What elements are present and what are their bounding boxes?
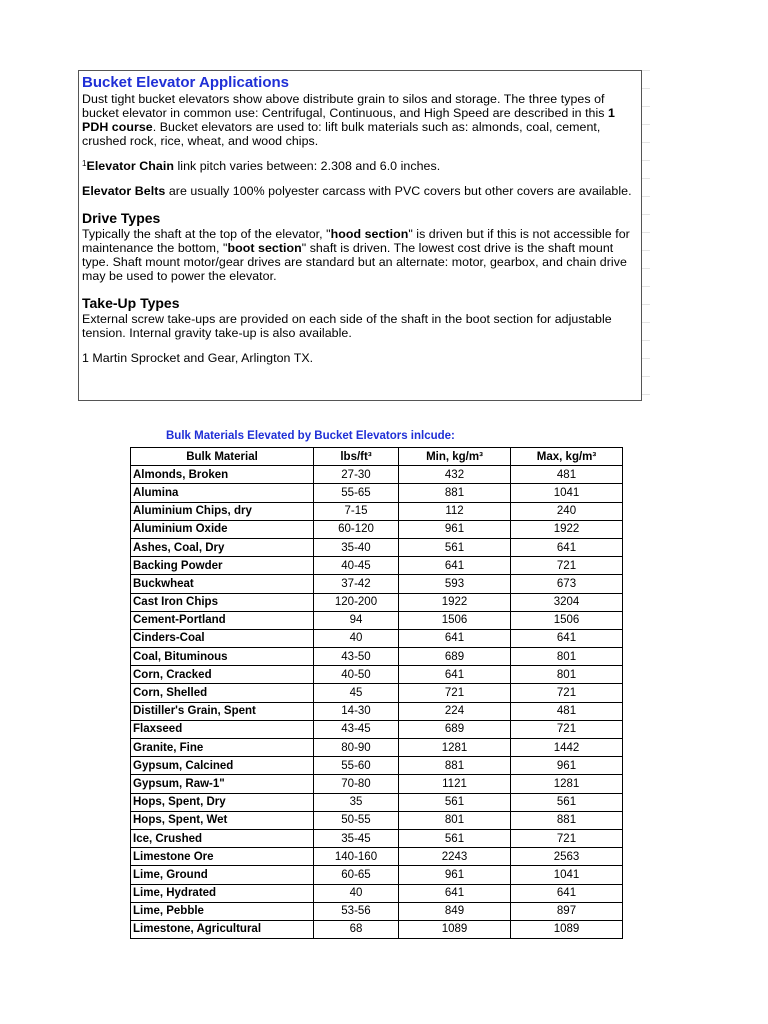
takeup-paragraph: External screw take-ups are provided on each side of the shaft in the boot section for adjustable tension. Internal gravity take-up is also available.: [82, 312, 612, 340]
min-kg-m3-cell: 641: [399, 884, 511, 902]
table-title: Bulk Materials Elevated by Bucket Elevators inlcude:: [166, 430, 455, 442]
table-row: [131, 557, 623, 575]
drive-text-part: " shaft is driven. The lowest cost drive is the shaft mount type. Shaft mount motor/gear drives are standard but an alternate: motor, gearbox, and chain drive may be used to power the elevator.: [82, 241, 627, 283]
min-kg-m3-cell: 881: [399, 484, 511, 502]
min-kg-m3-cell: 881: [399, 757, 511, 775]
table-row: [131, 811, 623, 829]
table-row: [131, 702, 623, 720]
table-row: [131, 575, 623, 593]
material-name-cell: Granite, Fine: [131, 739, 314, 757]
course-link-text: 1 PDH course: [82, 106, 615, 134]
max-kg-m3-cell: 897: [511, 902, 623, 920]
table-header-row: [131, 448, 623, 466]
chain-text: link pitch varies between: 2.308 and 6.0 inches.: [173, 159, 441, 173]
lbs-per-ft3-cell: 68: [314, 920, 399, 938]
material-name-cell: Buckwheat: [131, 575, 314, 593]
lbs-per-ft3-cell: 27-30: [314, 466, 399, 484]
column-header: lbs/ft³: [314, 448, 399, 466]
intro-text-part: . Bucket elevators are used to: lift bulk materials such as: almonds, coal, cement, crushed rock, rice, wheat, and wood chips.: [82, 120, 601, 148]
lbs-per-ft3-cell: 43-50: [314, 648, 399, 666]
material-name-cell: Ice, Crushed: [131, 829, 314, 847]
material-name-cell: Cement-Portland: [131, 611, 314, 629]
min-kg-m3-cell: 1121: [399, 775, 511, 793]
boot-section-label: boot section: [227, 241, 302, 255]
lbs-per-ft3-cell: 37-42: [314, 575, 399, 593]
max-kg-m3-cell: 3204: [511, 593, 623, 611]
table-row: [131, 684, 623, 702]
material-name-cell: Corn, Cracked: [131, 666, 314, 684]
min-kg-m3-cell: 561: [399, 829, 511, 847]
table-row: [131, 648, 623, 666]
max-kg-m3-cell: 961: [511, 757, 623, 775]
min-kg-m3-cell: 961: [399, 520, 511, 538]
drive-text-part: Typically the shaft at the top of the elevator, ": [82, 227, 331, 241]
max-kg-m3-cell: 721: [511, 557, 623, 575]
table-row: [131, 866, 623, 884]
min-kg-m3-cell: 2243: [399, 848, 511, 866]
bulk-materials-table: [130, 447, 623, 939]
material-name-cell: Gypsum, Calcined: [131, 757, 314, 775]
table-row: [131, 720, 623, 738]
lbs-per-ft3-cell: 140-160: [314, 848, 399, 866]
material-name-cell: Distiller's Grain, Spent: [131, 702, 314, 720]
min-kg-m3-cell: 1281: [399, 739, 511, 757]
material-name-cell: Hops, Spent, Wet: [131, 811, 314, 829]
lbs-per-ft3-cell: 40-50: [314, 666, 399, 684]
table-row: [131, 629, 623, 647]
lbs-per-ft3-cell: 35-40: [314, 538, 399, 556]
max-kg-m3-cell: 1041: [511, 484, 623, 502]
material-name-cell: Gypsum, Raw-1": [131, 775, 314, 793]
material-name-cell: Alumina: [131, 484, 314, 502]
drive-paragraph: [82, 227, 641, 283]
column-header: Max, kg/m³: [511, 448, 623, 466]
belts-label: Elevator Belts: [82, 184, 166, 198]
material-name-cell: Aluminium Oxide: [131, 520, 314, 538]
max-kg-m3-cell: 481: [511, 466, 623, 484]
chain-label: Elevator Chain: [86, 159, 174, 173]
min-kg-m3-cell: 561: [399, 538, 511, 556]
min-kg-m3-cell: 689: [399, 648, 511, 666]
material-name-cell: Coal, Bituminous: [131, 648, 314, 666]
material-name-cell: Hops, Spent, Dry: [131, 793, 314, 811]
lbs-per-ft3-cell: 50-55: [314, 811, 399, 829]
table-row: [131, 739, 623, 757]
lbs-per-ft3-cell: 14-30: [314, 702, 399, 720]
lbs-per-ft3-cell: 35-45: [314, 829, 399, 847]
lbs-per-ft3-cell: 43-45: [314, 720, 399, 738]
min-kg-m3-cell: 432: [399, 466, 511, 484]
table-row: [131, 593, 623, 611]
max-kg-m3-cell: 481: [511, 702, 623, 720]
max-kg-m3-cell: 721: [511, 829, 623, 847]
table-row: [131, 902, 623, 920]
table-row: [131, 884, 623, 902]
lbs-per-ft3-cell: 53-56: [314, 902, 399, 920]
max-kg-m3-cell: 2563: [511, 848, 623, 866]
min-kg-m3-cell: 801: [399, 811, 511, 829]
max-kg-m3-cell: 1089: [511, 920, 623, 938]
max-kg-m3-cell: 801: [511, 648, 623, 666]
table-row: [131, 848, 623, 866]
footnote-marker: 1: [82, 159, 87, 168]
min-kg-m3-cell: 1089: [399, 920, 511, 938]
material-name-cell: Ashes, Coal, Dry: [131, 538, 314, 556]
lbs-per-ft3-cell: 45: [314, 684, 399, 702]
max-kg-m3-cell: 1922: [511, 520, 623, 538]
min-kg-m3-cell: 641: [399, 629, 511, 647]
max-kg-m3-cell: 1041: [511, 866, 623, 884]
min-kg-m3-cell: 849: [399, 902, 511, 920]
material-name-cell: Corn, Shelled: [131, 684, 314, 702]
max-kg-m3-cell: 801: [511, 666, 623, 684]
take-up-types-heading: Take-Up Types: [82, 295, 180, 311]
max-kg-m3-cell: 721: [511, 684, 623, 702]
table-row: [131, 666, 623, 684]
chain-paragraph: [82, 159, 641, 173]
lbs-per-ft3-cell: 55-65: [314, 484, 399, 502]
material-name-cell: Flaxseed: [131, 720, 314, 738]
max-kg-m3-cell: 881: [511, 811, 623, 829]
belts-text: are usually 100% polyester carcass with PVC covers but other covers are available.: [165, 184, 632, 198]
table-row: [131, 538, 623, 556]
min-kg-m3-cell: 1506: [399, 611, 511, 629]
min-kg-m3-cell: 561: [399, 793, 511, 811]
material-name-cell: Lime, Ground: [131, 866, 314, 884]
table-row: [131, 920, 623, 938]
lbs-per-ft3-cell: 60-120: [314, 520, 399, 538]
table-row: [131, 484, 623, 502]
column-header: Bulk Material: [131, 448, 314, 466]
info-box-title: Bucket Elevator Applications: [82, 74, 289, 91]
min-kg-m3-cell: 1922: [399, 593, 511, 611]
min-kg-m3-cell: 641: [399, 666, 511, 684]
drive-types-heading: Drive Types: [82, 210, 161, 226]
table-row: [131, 775, 623, 793]
footnote: 1 Martin Sprocket and Gear, Arlington TX.: [82, 351, 314, 365]
lbs-per-ft3-cell: 60-65: [314, 866, 399, 884]
column-header: Min, kg/m³: [399, 448, 511, 466]
max-kg-m3-cell: 1442: [511, 739, 623, 757]
intro-paragraph: [82, 92, 641, 148]
lbs-per-ft3-cell: 40-45: [314, 557, 399, 575]
table-row: [131, 520, 623, 538]
table-row: [131, 829, 623, 847]
max-kg-m3-cell: 561: [511, 793, 623, 811]
min-kg-m3-cell: 721: [399, 684, 511, 702]
lbs-per-ft3-cell: 35: [314, 793, 399, 811]
drive-text-part: " is driven but if this is not accessible for maintenance the bottom, ": [82, 227, 630, 255]
max-kg-m3-cell: 641: [511, 538, 623, 556]
max-kg-m3-cell: 641: [511, 629, 623, 647]
lbs-per-ft3-cell: 80-90: [314, 739, 399, 757]
lbs-per-ft3-cell: 94: [314, 611, 399, 629]
min-kg-m3-cell: 224: [399, 702, 511, 720]
max-kg-m3-cell: 721: [511, 720, 623, 738]
info-text-box: [78, 70, 642, 401]
min-kg-m3-cell: 641: [399, 557, 511, 575]
min-kg-m3-cell: 112: [399, 502, 511, 520]
material-name-cell: Cinders-Coal: [131, 629, 314, 647]
lbs-per-ft3-cell: 55-60: [314, 757, 399, 775]
min-kg-m3-cell: 593: [399, 575, 511, 593]
material-name-cell: Lime, Pebble: [131, 902, 314, 920]
lbs-per-ft3-cell: 40: [314, 629, 399, 647]
material-name-cell: Backing Powder: [131, 557, 314, 575]
table-row: [131, 793, 623, 811]
table-row: [131, 466, 623, 484]
belts-paragraph: [82, 184, 641, 198]
max-kg-m3-cell: 1281: [511, 775, 623, 793]
material-name-cell: Limestone, Agricultural: [131, 920, 314, 938]
material-name-cell: Limestone Ore: [131, 848, 314, 866]
material-name-cell: Lime, Hydrated: [131, 884, 314, 902]
lbs-per-ft3-cell: 40: [314, 884, 399, 902]
material-name-cell: Cast Iron Chips: [131, 593, 314, 611]
lbs-per-ft3-cell: 70-80: [314, 775, 399, 793]
lbs-per-ft3-cell: 120-200: [314, 593, 399, 611]
intro-text-part: Dust tight bucket elevators show above distribute grain to silos and storage. The three types of bucket elevator in common use: Centrifugal, Continuous, and High Speed are described in this: [82, 92, 609, 120]
max-kg-m3-cell: 1506: [511, 611, 623, 629]
max-kg-m3-cell: 240: [511, 502, 623, 520]
max-kg-m3-cell: 673: [511, 575, 623, 593]
min-kg-m3-cell: 961: [399, 866, 511, 884]
max-kg-m3-cell: 641: [511, 884, 623, 902]
min-kg-m3-cell: 689: [399, 720, 511, 738]
material-name-cell: Almonds, Broken: [131, 466, 314, 484]
material-name-cell: Aluminium Chips, dry: [131, 502, 314, 520]
table-row: [131, 502, 623, 520]
table-row: [131, 757, 623, 775]
table-row: [131, 611, 623, 629]
hood-section-label: hood section: [330, 227, 409, 241]
lbs-per-ft3-cell: 7-15: [314, 502, 399, 520]
